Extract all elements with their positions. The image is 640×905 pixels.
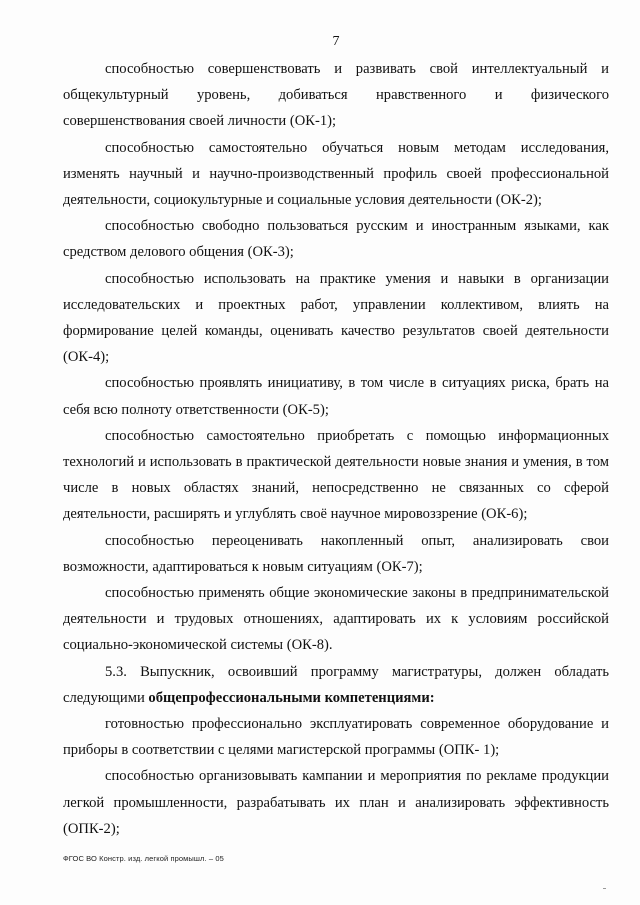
page-footer: ФГОС ВО Констр. изд. легкой промышл. – 05 (63, 854, 224, 863)
page-number: 7 (332, 34, 340, 49)
competence-opk-1: готовностью профессионально эксплуатировать современное оборудование и приборы в соответствии с целями магистерской программы (ОПК- 1); (63, 716, 609, 759)
competence-ok-2: способностью самостоятельно обучаться новым методам исследования, изменять научный и научно-производственный профиль своей профессиональной деятельности, социокультурные и социальные условия деятельности (ОК-2); (63, 139, 609, 209)
competence-opk-2: способностью организовывать кампании и мероприятия по рекламе продукции легкой промышленности, разрабатывать их план и анализировать эффективность (ОПК-2); (63, 768, 609, 837)
section-lead-text: 5.3. Выпускник, освоивший программу магистратуры, должен обладать следующими (63, 663, 609, 706)
competence-ok-6: способностью самостоятельно приобретать с помощью информационных технологий и использовать в практической деятельности новые знания и умения, в том числе в новых областях знаний, непосредственно не связанных со сферой деятельности, расширять и углублять своё научное мировоззрение (ОК-6); (63, 427, 609, 523)
competence-ok-8: способностью применять общие экономические законы в предпринимательской деятельности и трудовых отношениях, адаптировать их к условиям российской социально-экономической системы (ОК-8). (63, 585, 609, 654)
competence-ok-5: способностью проявлять инициативу, в том числе в ситуациях риска, брать на себя всю полноту ответственности (ОК-5); (63, 375, 609, 418)
section-5-3-heading (63, 659, 609, 711)
competence-ok-4: способностью использовать на практике умения и навыки в организации исследовательских и проектных работ, управлении коллективом, влиять на формирование целей команды, оценивать качество результатов своей деятельности (ОК-4); (63, 270, 609, 366)
section-bold-text: общепрофессиональными компетенциями: (148, 689, 435, 706)
competence-ok-1: способностью совершенствовать и развивать свой интеллектуальный и общекультурный уровень, добиваться нравственного и физического совершенствования своей личности (ОК-1); (63, 61, 609, 130)
scan-mark (603, 888, 606, 889)
competence-ok-3: способностью свободно пользоваться русским и иностранным языками, как средством делового общения (ОК-3); (63, 218, 609, 261)
competence-ok-7: способностью переоценивать накопленный опыт, анализировать свои возможности, адаптироваться к новым ситуациям (ОК-7); (63, 532, 609, 575)
document-body (63, 56, 609, 842)
